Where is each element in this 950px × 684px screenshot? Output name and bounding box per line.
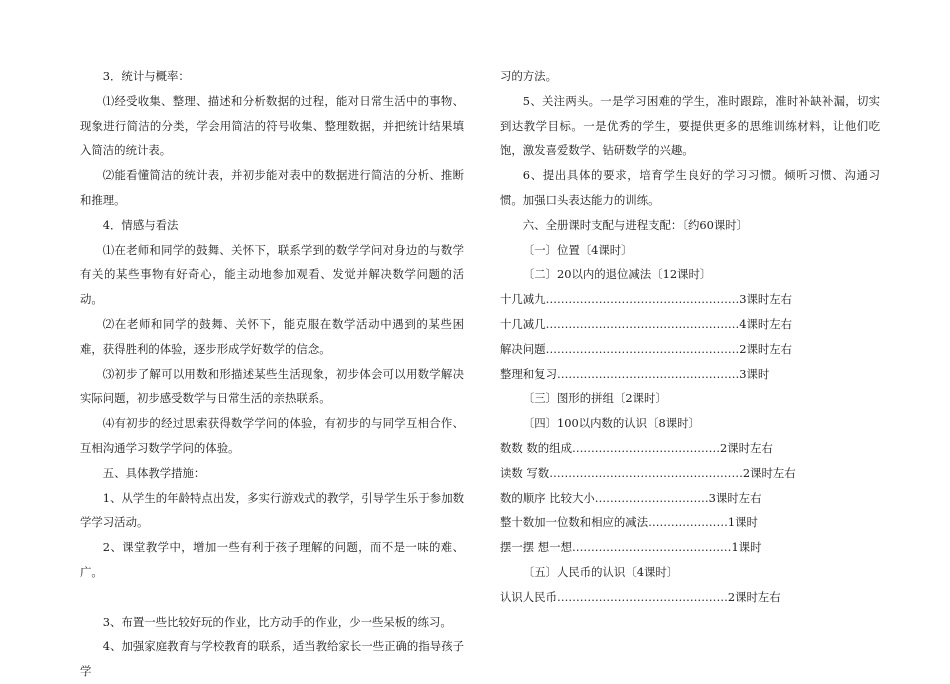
paragraph: 6、提出具体的要求，培育学生良好的学习习惯。倾听习惯、沟通习惯。加强口头表达能力的训练。: [500, 168, 880, 207]
paragraph: 六、全册课时支配与进程支配：〔约60课时〕: [522, 217, 749, 232]
schedule-label: 〔五〕人民币的认识〔4课时〕: [522, 564, 679, 579]
schedule-dots: ……………………………………………: [545, 341, 740, 356]
paragraph: [80, 585, 464, 610]
paragraph: ⑶初步了解可以用数和形描述某些生活现象，初步体会可以用数学解决实际问题，初步感受数学与日常生活的亲热联系。: [80, 366, 464, 406]
schedule-value: 1课时: [727, 515, 758, 530]
paragraph: 4．情感与看法: [102, 217, 179, 232]
paragraph: 3．统计与概率：: [102, 69, 190, 83]
paragraph: ⑵能看懂简洁的统计表，并初步能对表中的数据进行简洁的分析、推断和推理。: [80, 168, 464, 207]
schedule-value: 1课时: [731, 540, 762, 555]
schedule-row: [500, 362, 880, 387]
schedule-dots: ……………………………………: [571, 540, 732, 555]
schedule-value: 2课时左右: [742, 465, 796, 480]
left-column: [80, 64, 464, 684]
schedule-label: 十几减九: [500, 292, 546, 307]
schedule-row: [500, 287, 880, 312]
schedule-label: 摆一摆 想一想: [500, 540, 572, 555]
schedule-row: [500, 262, 880, 287]
schedule-row: [500, 386, 880, 411]
schedule-label: 读数 写数: [500, 465, 550, 480]
schedule-row: [500, 535, 880, 560]
schedule-row: [500, 337, 880, 362]
schedule-label: 〔四〕100以内数的认识〔8课时〕: [522, 416, 700, 431]
paragraph: 2、课堂教学中，增加一些有利于孩子理解的问题，而不是一味的难、广。: [80, 540, 464, 579]
schedule-label: 〔二〕20以内的退位减法〔12课时〕: [522, 267, 712, 282]
right-column-paragraphs: [500, 64, 880, 238]
schedule-dots: ………………………………………: [556, 589, 728, 604]
schedule-dots: …………………………………………: [556, 366, 740, 381]
paragraph: 5、关注两头。一是学习困难的学生，准时跟踪，准时补缺补漏，切实到达教学目标。一是优秀的学生，要提供更多的思维训练材料，让他们吃饱，激发喜爱数学、钻研数学的兴趣。: [500, 93, 880, 158]
schedule-dots: …………………………: [594, 490, 709, 505]
schedule-dots: ……………………………………………: [545, 292, 740, 307]
paragraph: 习的方法。: [500, 69, 557, 83]
schedule-label: 十几减几: [500, 316, 546, 331]
schedule-row: [500, 510, 880, 535]
schedule-label: 整理和复习: [500, 366, 557, 381]
schedule-value: 3课时左右: [739, 292, 793, 307]
paragraph: 4、加强家庭教育与学校教育的联系，适当教给家长一些正确的指导孩子学: [80, 639, 464, 679]
schedule-dots: ……………………………………………: [549, 465, 743, 480]
schedule-row: [500, 560, 880, 585]
schedule-value: 2课时左右: [739, 341, 793, 356]
schedule-label: 认识人民币: [500, 589, 557, 604]
schedule-label: 整十数加一位数和相应的减法: [500, 515, 649, 530]
schedule-dots: …………………………………: [571, 440, 721, 455]
paragraph: ⑴经受收集、整理、描述和分析数据的过程，能对日常生活中的事物、现象进行简洁的分类，学会用简洁的符号收集、整理数据，并把统计结果填入简洁的统计表。: [80, 93, 464, 158]
schedule-label: 数的顺序 比较大小: [500, 490, 595, 505]
schedule-value: 3课时: [739, 366, 770, 381]
schedule-row: [500, 312, 880, 337]
schedule-dots: ……………………………………………: [545, 316, 740, 331]
paragraph: 3、布置一些比较好玩的作业，比方动手的作业，少一些呆板的练习。: [102, 614, 452, 629]
schedule-row: [500, 238, 880, 263]
schedule-dots: …………………: [648, 515, 728, 530]
schedule-label: 解决问题: [500, 341, 546, 356]
paragraph: ⑵在老师和同学的鼓舞、关怀下，能克服在数学活动中遇到的某些困难，获得胜利的体验，逐步形成学好数学的信念。: [80, 316, 464, 356]
paragraph: ⑷有初步的经过思索获得数学学问的体验，有初步的与同学互相合作、互相沟通学习数学学问的体验。: [80, 416, 464, 455]
right-column: [500, 64, 880, 610]
schedule-row: [500, 461, 880, 486]
schedule-value: 2课时左右: [727, 589, 781, 604]
schedule-row: [500, 486, 880, 511]
schedule-value: 4课时左右: [739, 316, 793, 331]
schedule-value: 2课时左右: [720, 440, 773, 455]
paragraph: 1、从学生的年龄特点出发，多实行游戏式的教学，引导学生乐于参加数学学习活动。: [80, 490, 464, 530]
schedule-label: 〔一〕位置〔4课时〕: [522, 242, 633, 257]
schedule-label: 〔三〕图形的拼组〔2课时〕: [522, 391, 667, 406]
schedule-value: 3课时左右: [708, 490, 762, 505]
schedule-row: [500, 585, 880, 610]
schedule-row: [500, 411, 880, 436]
schedule-row: [500, 436, 880, 461]
schedule-label: 数数 数的组成: [500, 440, 572, 455]
lesson-schedule: [500, 238, 880, 610]
paragraph: 五、具体教学措施：: [102, 465, 206, 480]
paragraph: ⑴在老师和同学的鼓舞、关怀下，联系学到的数学学问对身边的与数学有关的某些事物有好奇心，能主动地参加观看、发觉并解决数学问题的活动。: [80, 242, 464, 307]
